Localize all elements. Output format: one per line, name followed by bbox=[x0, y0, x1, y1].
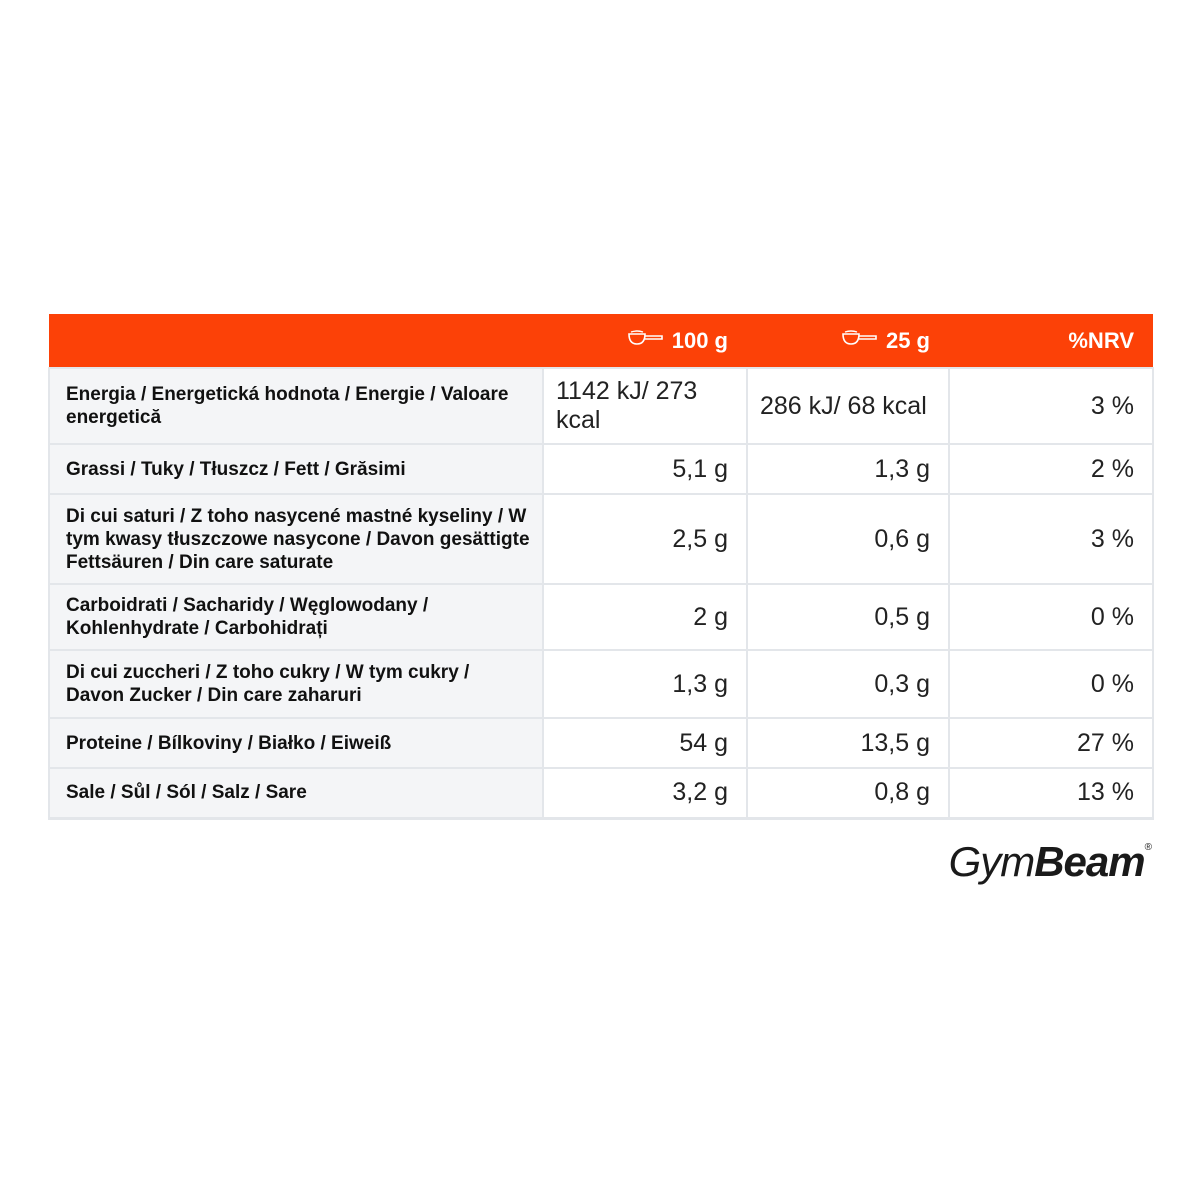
logo-beam-text: Beam bbox=[1034, 838, 1145, 885]
nutrient-label: Carboidrati / Sacharidy / Węglowodany / Kohlenhydrate / Carbohidrați bbox=[49, 584, 543, 650]
value-per-100g: 1,3 g bbox=[543, 650, 747, 718]
value-per-100g: 1142 kJ/ 273 kcal bbox=[543, 368, 747, 444]
nutrient-label: Energia / Energetická hodnota / Energie / Valoare energetică bbox=[49, 368, 543, 444]
table-row bbox=[49, 584, 1153, 650]
value-per-25g: 0,5 g bbox=[747, 584, 949, 650]
nutrient-label: Sale / Sůl / Sól / Salz / Sare bbox=[49, 768, 543, 818]
value-nrv: 13 % bbox=[949, 768, 1153, 818]
header-per-25g-label: 25 g bbox=[885, 327, 930, 353]
table-row bbox=[49, 768, 1153, 818]
nutrient-label: Di cui saturi / Z toho nasycené mastné kyseliny / W tym kwasy tłuszczowe nasycone / Davon gesättigte Fettsäuren / Din care saturate bbox=[49, 494, 543, 584]
value-nrv: 2 % bbox=[949, 444, 1153, 494]
table-row bbox=[49, 650, 1153, 718]
value-nrv: 3 % bbox=[949, 494, 1153, 584]
header-nutrient-column bbox=[49, 314, 543, 368]
table-row bbox=[49, 368, 1153, 444]
header-per-100g-label: 100 g bbox=[671, 327, 728, 353]
value-nrv: 27 % bbox=[949, 718, 1153, 768]
gymbeam-logo bbox=[949, 838, 1152, 886]
nutrition-table-container bbox=[48, 314, 1152, 820]
value-nrv: 3 % bbox=[949, 368, 1153, 444]
nutrient-label: Grassi / Tuky / Tłuszcz / Fett / Grăsimi bbox=[49, 444, 543, 494]
table-row bbox=[49, 494, 1153, 584]
value-per-25g: 0,3 g bbox=[747, 650, 949, 718]
value-nrv: 0 % bbox=[949, 650, 1153, 718]
header-nrv-label: %NRV bbox=[1068, 327, 1134, 353]
value-per-25g: 0,8 g bbox=[747, 768, 949, 818]
value-per-100g: 54 g bbox=[543, 718, 747, 768]
scoop-icon bbox=[628, 327, 664, 353]
scoop-icon bbox=[842, 327, 878, 353]
value-per-25g: 1,3 g bbox=[747, 444, 949, 494]
logo-gym-text: Gym bbox=[948, 838, 1035, 885]
header-nrv bbox=[949, 314, 1153, 368]
header-per-100g bbox=[543, 314, 747, 368]
value-per-25g: 0,6 g bbox=[747, 494, 949, 584]
value-per-25g: 13,5 g bbox=[747, 718, 949, 768]
value-per-100g: 5,1 g bbox=[543, 444, 747, 494]
value-per-100g: 2 g bbox=[543, 584, 747, 650]
registered-mark: ® bbox=[1144, 842, 1152, 853]
nutrient-label: Proteine / Bílkoviny / Białko / Eiweiß bbox=[49, 718, 543, 768]
table-row bbox=[49, 444, 1153, 494]
value-per-100g: 2,5 g bbox=[543, 494, 747, 584]
value-nrv: 0 % bbox=[949, 584, 1153, 650]
table-header bbox=[49, 314, 1153, 368]
table-row bbox=[49, 718, 1153, 768]
value-per-25g: 286 kJ/ 68 kcal bbox=[747, 368, 949, 444]
nutrition-table bbox=[48, 314, 1154, 820]
value-per-100g: 3,2 g bbox=[543, 768, 747, 818]
table-body bbox=[49, 368, 1153, 818]
header-per-25g bbox=[747, 314, 949, 368]
header-row bbox=[49, 314, 1153, 368]
nutrient-label: Di cui zuccheri / Z toho cukry / W tym cukry / Davon Zucker / Din care zaharuri bbox=[49, 650, 543, 718]
